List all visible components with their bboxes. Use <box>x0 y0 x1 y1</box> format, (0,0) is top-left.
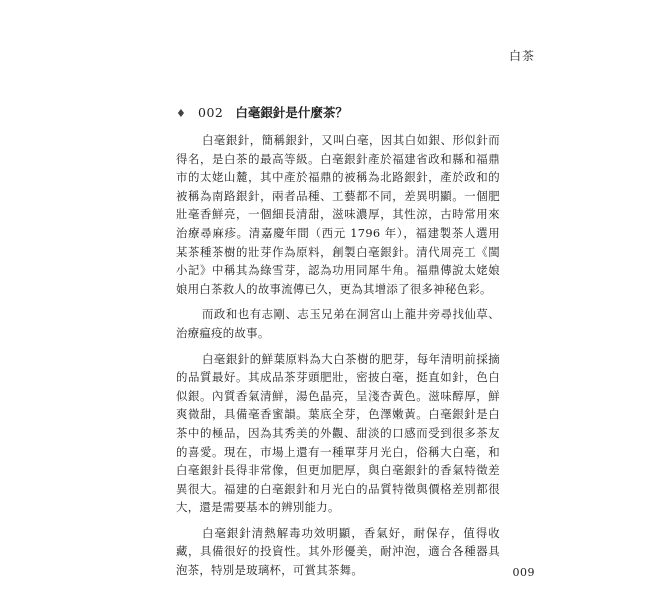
paragraph: 白毫銀針清熱解毒功效明顯，香氣好，耐保存，值得收藏，具備很好的投資性。其外形優美，耐沖泡，適合各種器具泡茶，特別是玻璃杯，可賞其茶舞。 <box>176 525 500 578</box>
paragraph: 而政和也有志剛、志玉兄弟在洞宮山上龍井旁尋找仙草、治療瘟疫的故事。 <box>176 307 500 340</box>
page-number: 009 <box>512 566 535 579</box>
section-title: 白毫銀針是什麼茶？ <box>235 105 348 120</box>
paragraph: 白毫銀針的鮮葉原料為大白茶樹的肥芽，每年清明前採摘的品質最好。其成品茶芽頭肥壯，密披白毫，挺直如針，色白似銀。內質香氣清鮮，湯色晶亮，呈淺杏黃色。滋味醇厚，鮮爽微甜，具備毫香蜜韻。葉底全芽，色澤嫩黃。白毫銀針是白茶中的極品，因為其秀美的外觀、甜淡的口感而受到很多茶友的喜愛。現在，市場上還有一種單芽月光白，俗稱大白毫，和白毫銀針長得非常像，但更加肥厚，與白毫銀針的香氣特徵差異很大。福建的白毫銀針和月光白的品質特徵與價格差別都很大，還是需要基本的辨別能力。 <box>176 351 500 515</box>
section-heading <box>176 103 348 121</box>
running-head: 白茶 <box>508 49 535 63</box>
paragraph: 白毫銀針，簡稱銀針，又叫白毫，因其白如銀、形似針而得名，是白茶的最高等級。白毫銀針產於福建省政和縣和福鼎市的太姥山麓，其中產於福鼎的被稱為北路銀針，產於政和的被稱為南路銀針，兩者品種、工藝都不同，差異明顯。一個肥壯毫香鮮亮，一個細長清甜，滋味濃厚，其性涼，古時常用來治療尋麻疹。清嘉慶年間（西元 1796 年），福建製茶人選用某茶種茶樹的壯芽作為原料，創製白毫銀針。清代周亮工《閩小記》中稱其為綠雪芽，認為功用同犀牛角。福鼎傳說太姥娘娘用白茶救人的故事流傳已久，更為其增添了很多神秘色彩。 <box>176 133 500 296</box>
section-number: 002 <box>198 105 224 120</box>
body-text <box>176 131 500 587</box>
diamond-bullet-icon: ♦ <box>176 107 186 120</box>
